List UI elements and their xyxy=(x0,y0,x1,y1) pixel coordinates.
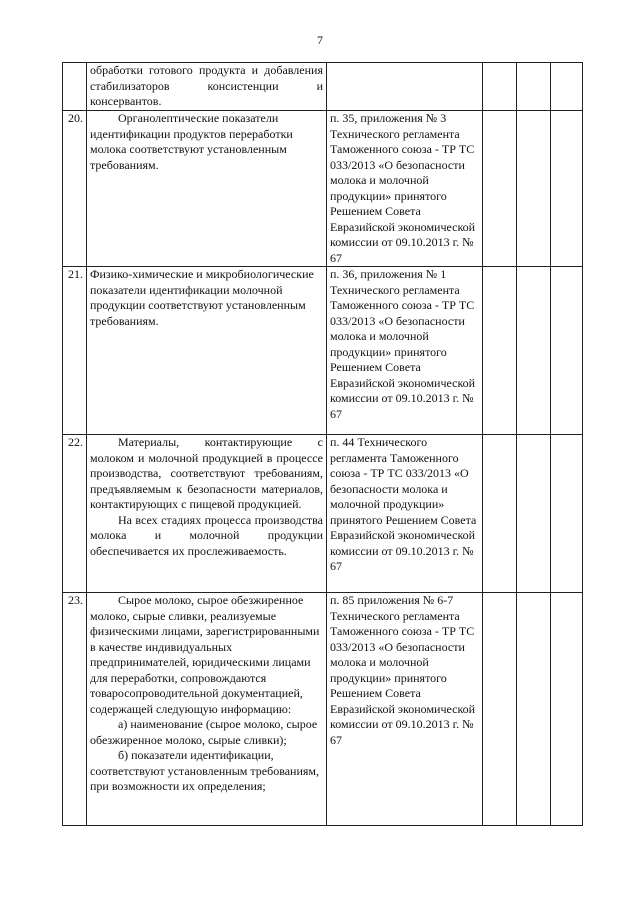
empty-cell-2 xyxy=(517,593,551,826)
requirement-paragraph: Сырое молоко, сырое обезжиренное молоко, сырые сливки, реализуемые физическими лицами, зарегистрированными в качестве индивидуальных предпринимателей, юридическими лицами для переработки, сопровождаются товаросопроводительной документацией, содержащей следующую информацию: xyxy=(90,593,320,716)
empty-cell-1 xyxy=(483,593,517,826)
row-number: 23. xyxy=(63,593,87,826)
empty-cell-2 xyxy=(517,63,551,111)
empty-cell-1 xyxy=(483,63,517,111)
table-row xyxy=(63,63,583,111)
row-number: 20. xyxy=(63,111,87,267)
empty-cell-2 xyxy=(517,435,551,593)
row-number: 21. xyxy=(63,267,87,435)
regulation-reference-cell: п. 36, приложения № 1 Технического регламента Таможенного союза - ТР ТС 033/2013 «О безопасности молока и молочной продукции» принятого Решением Совета Евразийской экономической комиссии от 09.10.2013 г. № 67 xyxy=(327,267,483,435)
requirement-cell xyxy=(87,593,327,826)
requirement-paragraph: Органолептические показатели идентификации продуктов переработки молока соответствуют установленным требованиям. xyxy=(90,111,293,172)
requirement-paragraph: обработки готового продукта и добавления стабилизаторов консистенции и консервантов. xyxy=(90,63,323,108)
empty-cell-3 xyxy=(551,267,583,435)
requirement-cell xyxy=(87,111,327,267)
table-row xyxy=(63,267,583,435)
empty-cell-1 xyxy=(483,111,517,267)
regulation-reference-cell: п. 35, приложения № 3 Технического регламента Таможенного союза - ТР ТС 033/2013 «О безопасности молока и молочной продукции» принятого Решением Совета Евразийской экономической комиссии от 09.10.2013 г. № 67 xyxy=(327,111,483,267)
requirement-cell xyxy=(87,63,327,111)
empty-cell-3 xyxy=(551,435,583,593)
table-row xyxy=(63,593,583,826)
empty-cell-2 xyxy=(517,111,551,267)
requirement-paragraph: Материалы, контактирующие с молоком и молочной продукцией в процессе производства, соответствуют требованиям, предъявляемым к безопасности материалов, контактирующих с пищевой продукцией. xyxy=(90,435,323,511)
regulation-reference-cell xyxy=(327,63,483,111)
requirement-cell xyxy=(87,267,327,435)
requirement-paragraph: б) показатели идентификации, соответствуют установленным требованиям, при возможности их определения; xyxy=(90,748,320,793)
requirement-paragraph: На всех стадиях процесса производства молока и молочной продукции обеспечивается их прослеживаемость. xyxy=(90,512,323,558)
row-number xyxy=(63,63,87,111)
row-number: 22. xyxy=(63,435,87,593)
table-row xyxy=(63,435,583,593)
empty-cell-3 xyxy=(551,111,583,267)
empty-cell-2 xyxy=(517,267,551,435)
requirements-table xyxy=(62,62,583,826)
page-number: 7 xyxy=(317,33,323,47)
regulation-reference-cell: п. 85 приложения № 6-7 Технического регламента Таможенного союза - ТР ТС 033/2013 «О безопасности молока и молочной продукции» принятого Решением Совета Евразийской экономической комиссии от 09.10.2013 г. № 67 xyxy=(327,593,483,826)
regulation-reference-cell: п. 44 Технического регламента Таможенного союза - ТР ТС 033/2013 «О безопасности молока и молочной продукции» принятого Решением Совета Евразийской экономической комиссии от 09.10.2013 г. № 67 xyxy=(327,435,483,593)
empty-cell-3 xyxy=(551,593,583,826)
requirement-paragraph: Физико-химические и микробиологические показатели идентификации молочной продукции соответствуют установленным требованиям. xyxy=(90,267,314,328)
requirement-paragraph: а) наименование (сырое молоко, сырое обезжиренное молоко, сырые сливки); xyxy=(90,717,318,747)
empty-cell-1 xyxy=(483,267,517,435)
empty-cell-3 xyxy=(551,63,583,111)
empty-cell-1 xyxy=(483,435,517,593)
requirement-cell xyxy=(87,435,327,593)
table-row xyxy=(63,111,583,267)
